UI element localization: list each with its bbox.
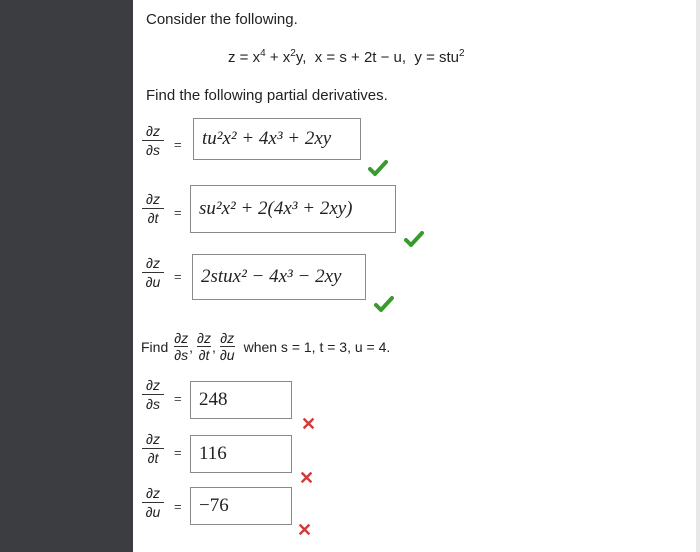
fraction-numerator: ∂z — [220, 330, 235, 346]
fraction-denominator: ∂u — [219, 347, 235, 363]
fraction-numerator: ∂z — [146, 377, 160, 393]
partial-ds-fraction — [140, 123, 166, 158]
value-ds-fraction — [140, 377, 166, 412]
fraction-denominator: ∂s — [146, 142, 160, 158]
equals-sign: = — [174, 391, 182, 406]
value-text: 248 — [199, 389, 228, 410]
eq-z-end: y, — [295, 49, 307, 66]
cross-icon: ✕ — [299, 468, 315, 488]
equation-line — [228, 49, 465, 66]
value-text: 116 — [199, 443, 227, 464]
eq-z-exp2: 2 — [290, 48, 296, 59]
answer-text: 2stux² − 4x³ − 2xy — [201, 266, 342, 287]
equals-sign: = — [174, 445, 182, 460]
fraction-denominator: ∂t — [147, 450, 159, 466]
find-fraction-dt — [197, 330, 211, 363]
eq-y-exp: 2 — [459, 48, 465, 59]
find-condition: when s = 1, t = 3, u = 4. — [243, 338, 391, 355]
eq-y-lhs: y = stu — [414, 49, 460, 66]
check-icon — [404, 231, 424, 247]
eq-x-def: x = s + 2t − u, — [314, 49, 407, 66]
partial-du-fraction — [140, 255, 166, 290]
fraction-denominator: ∂u — [145, 274, 161, 290]
answer-field-dz-ds[interactable] — [193, 118, 361, 160]
check-icon — [374, 296, 394, 312]
find-label: Find — [141, 338, 169, 355]
instruction-text: Find the following partial derivatives. — [146, 87, 388, 104]
dark-sidebar — [0, 0, 133, 552]
value-du-fraction — [140, 485, 166, 520]
eq-z-exp1: 4 — [260, 48, 266, 59]
fraction-denominator: ∂t — [147, 210, 159, 226]
value-field-dz-ds[interactable] — [190, 381, 292, 419]
fraction-denominator: ∂s — [174, 347, 189, 363]
answer-field-dz-dt[interactable] — [190, 185, 396, 233]
equals-sign: = — [174, 137, 182, 152]
eq-z-mid: + x — [265, 49, 291, 66]
right-edge — [696, 0, 700, 552]
equals-sign: = — [174, 269, 182, 284]
fraction-denominator: ∂u — [145, 504, 161, 520]
partial-dt-fraction — [140, 191, 166, 226]
equals-sign: = — [174, 205, 182, 220]
fraction-numerator: ∂z — [146, 191, 160, 207]
value-dt-fraction — [140, 431, 166, 466]
cross-icon: ✕ — [301, 414, 317, 434]
fraction-numerator: ∂z — [197, 330, 211, 346]
eq-z-lhs: z = x — [228, 49, 261, 66]
find-fraction-ds — [174, 330, 188, 363]
answer-text: tu²x² + 4x³ + 2xy — [202, 128, 332, 149]
check-icon — [368, 160, 388, 176]
fraction-denominator: ∂t — [198, 347, 210, 363]
fraction-numerator: ∂z — [146, 123, 160, 139]
equals-sign: = — [174, 499, 182, 514]
find-line: Find $\frac{\partial z}{\partial s}$ , $\frac{\partial z}{\partial t}$ , $\frac{\partial z}{\partial u}$ when s = 1, t = 3, u = 4. — [141, 330, 391, 363]
answer-text: su²x² + 2(4x³ + 2xy) — [199, 198, 353, 219]
fraction-numerator: ∂z — [146, 431, 160, 447]
fraction-numerator: ∂z — [146, 255, 160, 271]
fraction-denominator: ∂s — [146, 396, 160, 412]
intro-text: Consider the following. — [146, 11, 298, 28]
value-text: −76 — [199, 495, 229, 516]
value-field-dz-du[interactable] — [190, 487, 292, 525]
fraction-numerator: ∂z — [174, 330, 189, 346]
value-field-dz-dt[interactable] — [190, 435, 292, 473]
find-fraction-du — [220, 330, 235, 363]
fraction-numerator: ∂z — [146, 485, 160, 501]
answer-field-dz-du[interactable] — [192, 254, 366, 300]
cross-icon: ✕ — [297, 520, 313, 540]
